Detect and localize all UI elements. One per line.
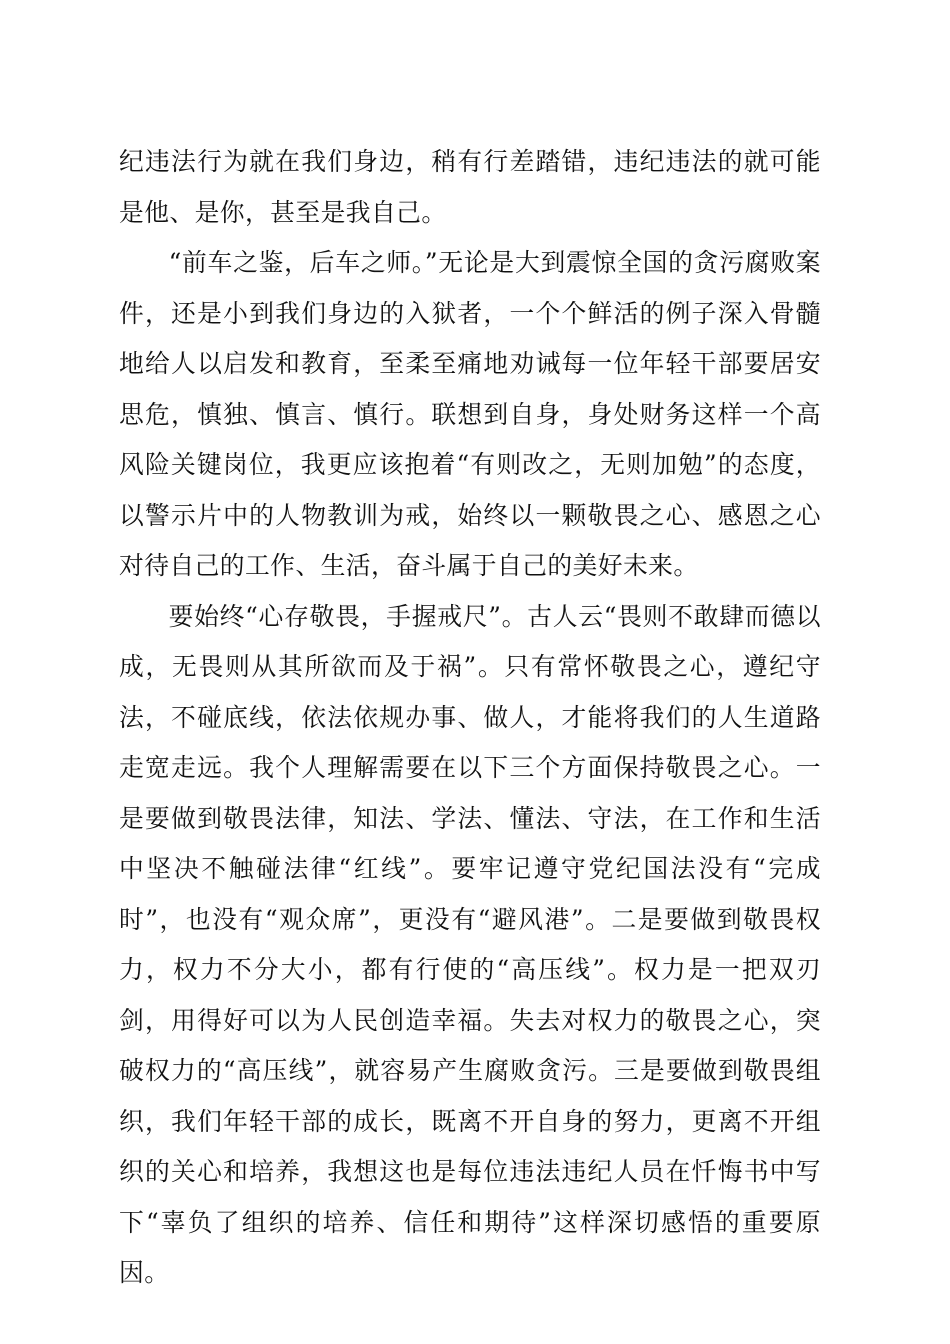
paragraph-1: 纪违法行为就在我们身边，稍有行差踏错，违纪违法的就可能是他、是你，甚至是我自己。 (119, 147, 821, 227)
paragraph-3: 要始终“心存敬畏，手握戒尺”。古人云“畏则不敢肆而德以成，无畏则从其所欲而及于祸”。只有常怀敬畏之心，遵纪守法，不碰底线，依法依规办事、做人，才能将我们的人生道路走宽走远。我个人理解需要在以下三个方面保持敬畏之心。一是要做到敬畏法律，知法、学法、懂法、守法，在工作和生活中坚决不触碰法律“红线”。要牢记遵守党纪国法没有“完成时”，也没有“观众席”，更没有“避风港”。二是要做到敬畏权力，权力不分大小，都有行使的“高压线”。权力是一把双刃剑，用得好可以为人民创造幸福。失去对权力的敬畏之心，突破权力的“高压线”，就容易产生腐败贪污。三是要做到敬畏组织，我们年轻干部的成长，既离不开自身的努力，更离不开组织的关心和培养，我想这也是每位违法违纪人员在忏悔书中写下“辜负了组织的培养、信任和期待”这样深切感悟的重要原因。 (119, 601, 821, 1287)
paragraph-2: “前车之鉴，后车之师。”无论是大到震惊全国的贪污腐败案件，还是小到我们身边的入狱者，一个个鲜活的例子深入骨髓地给人以启发和教育，至柔至痛地劝诫每一位年轻干部要居安思危，慎独、慎言、慎行。联想到自身，身处财务这样一个高风险关键岗位，我更应该抱着“有则改之，无则加勉”的态度，以警示片中的人物教训为戒，始终以一颗敬畏之心、感恩之心对待自己的工作、生活，奋斗属于自己的美好未来。 (119, 248, 821, 580)
document-body (119, 137, 821, 1299)
